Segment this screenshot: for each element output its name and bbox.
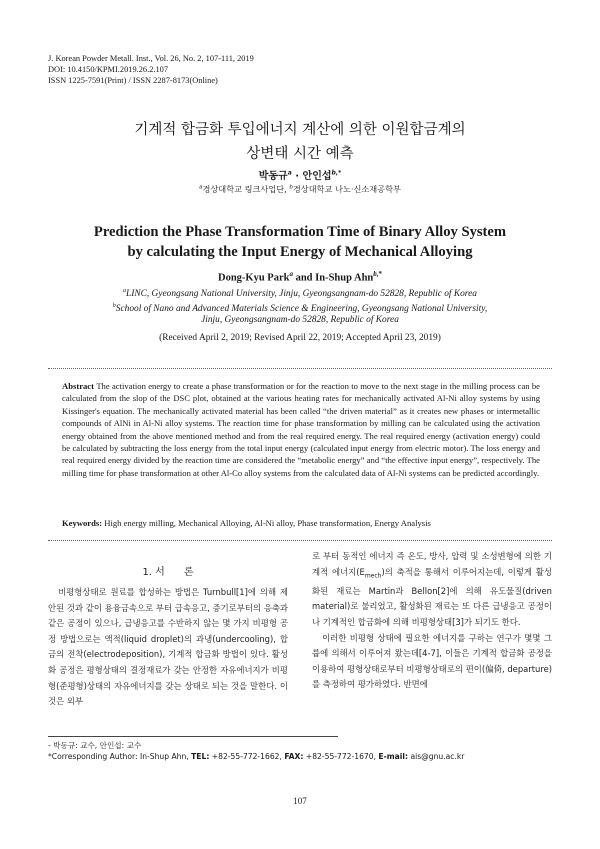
english-affil-b-line2: Jinju, Gyeongsangnam-do 52828, Republic of Korea [201, 315, 399, 326]
english-affil-a-line [40, 286, 560, 301]
footnote [48, 740, 464, 762]
journal-info [48, 54, 254, 86]
english-author2-star: * [378, 270, 382, 278]
intro-right-1b: )의 축적을 통해서 이루어지는데, 이렇게 활성화된 재료는 Martin과 Bellon[2]에 의해 유도물질(driven material)로 불리었고, 활성화된 재료는 또 다른 급냉응고 공정이나 기계적인 합금화에 의해 비평형상태[3]가 되기도 한다. [312, 566, 552, 628]
korean-authors [0, 167, 600, 182]
korean-author-sep: · [291, 171, 303, 182]
abstract-label: Abstract [62, 381, 94, 391]
english-affil-a: LINC, Gyeongsang National University, Jinju, Gyeongsangnam-do 52828, Republic of Korea [126, 289, 477, 300]
korean-affiliations [0, 184, 600, 195]
korean-affil-b-sup: b [289, 184, 293, 191]
korean-author1-sup: a [287, 169, 292, 177]
keywords-text: High energy milling, Mechanical Alloying, Al-Ni alloy, Phase transformation, Energy Analysis [102, 518, 431, 528]
english-authors [0, 270, 600, 284]
intro-right-1-sub: mech [364, 572, 382, 580]
footnote-corresponding [48, 751, 464, 762]
footnote-rule [48, 736, 338, 737]
korean-author2: 안인섭 [302, 171, 332, 182]
korean-title [0, 118, 600, 166]
korean-affil-b: 경상대학교 나노·신소재공학부 [292, 184, 401, 194]
korean-affil-a: 경상대학교 링크사업단, [202, 184, 290, 194]
section-heading-introduction: 1. 서 론 [142, 567, 194, 578]
intro-paragraph-right-2: 이러한 비평형 상태에 필요한 에너지를 구하는 연구가 몇몇 그룹에 의해서 이루어져 왔는데[4-7], 이들은 기계적 합금화 공정을 이용하여 평형상태로부터 비평형상태로의 편이(偏倚, departure)를 측정하여 평가하였다. 반면에 [312, 632, 552, 690]
page-number: 107 [293, 796, 307, 806]
english-author-join: and [292, 272, 316, 284]
left-column [48, 585, 288, 710]
korean-title-line1: 기계적 합금화 투입에너지 계산에 의한 이원합금계의 [134, 122, 466, 138]
english-affil-b-sup: b [112, 302, 116, 309]
english-author2: In-Shup Ahn [315, 272, 374, 284]
footnote-corresponding-text: *Corresponding Author: In-Shup Ahn, [48, 752, 192, 761]
korean-title-line2: 상변태 시간 예측 [246, 146, 354, 162]
abstract-top-rule [48, 368, 552, 369]
received-dates: (Received April 2, 2019; Revised April 22, 2019; Accepted April 23, 2019) [159, 333, 441, 343]
english-author1: Dong-Kyu Park [218, 272, 290, 284]
footnote-email: ais@gnu.ac.kr [408, 752, 465, 761]
english-affil-a-sup: a [123, 288, 127, 294]
right-column [312, 549, 552, 693]
english-title [0, 222, 600, 262]
abstract-bottom-rule [48, 540, 552, 541]
keywords-label: Keywords: [62, 518, 103, 528]
journal-doi: DOI: 10.4150/KPMI.2019.26.2.107 [48, 64, 169, 74]
intro-right-1a: 로 부터 동적인 에너지 즉 온도, 방사, 압력 및 소성변형에 의한 기계적 에너지(E [312, 551, 552, 577]
korean-author2-sup: b,* [331, 169, 342, 177]
english-author2-sup-wrap [373, 270, 382, 278]
footnote-tel-label: TEL: [191, 752, 210, 761]
intro-paragraph-left: 비평형상태로 원료를 합성하는 방법은 Turnbull[1]에 의해 제안된 것과 같이 용융금속으로 부터 급속응고, 증기로부터의 응축과 같은 공정이 있으나, 급냉응고를 수반하지 않는 몇 가지 비평형 공정 방법으로는 액적(liquid droplet)의 과냉(undercooling), 합금의 전착(electrodeposition), 기계적 합금화 방법이 있다. 활성화 공정은 평형상태의 결정재료가 갖는 안정한 자유에너지가 비평형(준평형)상태의 자유에너지를 갖는 상태로 되는 것을 말한다. 이것은 외부 [48, 587, 288, 707]
abstract-text: The activation energy to create a phase transformation or for the reaction to move to the next stage in the milling process can be calculated from the slop of the DSC plot, obtained at the various heating rates for mechanically activated Al-Ni alloy systems by using Kissinger's equation. The mechanically activated material has been called “the driven material” as it creates new phases or intermetallic compounds of AlNi in Al-Ni alloy systems. The reaction time for phase transformation by milling can be calculated using the activation energy obtained from the above mentioned method and from the real required energy. The real required energy (activation energy) could be calculated by subtracting the loss energy from the total input energy (calculated input energy from electric motor). The loss energy and real required energy divided by the reaction time are considered the “metabolic energy” and “the effective input energy”, respectively. The milling time for phase transformation at other Al-Co alloy systems from the calculated data of Al-Ni systems can be predicted accordingly. [62, 381, 540, 478]
korean-author1: 박동규 [258, 171, 288, 182]
footnote-tel: +82-55-772-1662, [209, 752, 285, 761]
journal-citation: J. Korean Powder Metall. Inst., Vol. 26, No. 2, 107-111, 2019 [48, 54, 254, 63]
english-author1-sup: a [289, 270, 293, 278]
footnote-fax: +82-55-772-1670, [303, 752, 379, 761]
english-affiliations [40, 286, 560, 327]
footnote-authors: - 박동규: 교수, 안인섭: 교수 [48, 741, 142, 750]
english-title-line1: Prediction the Phase Transformation Time of Binary Alloy System [93, 224, 507, 240]
keywords [62, 518, 540, 528]
intro-paragraph-right-1 [312, 549, 552, 631]
abstract [62, 380, 540, 479]
footnote-email-label: E-mail: [378, 752, 409, 761]
english-affil-b-line1 [40, 301, 560, 316]
footnote-fax-label: FAX: [284, 752, 304, 761]
korean-affil-a-sup: a [199, 184, 203, 191]
journal-issn: ISSN 1225-7591(Print) / ISSN 2287-8173(Online) [48, 75, 218, 85]
english-title-line2: by calculating the Input Energy of Mechanical Alloying [127, 244, 473, 260]
english-affil-b: School of Nano and Advanced Materials Science & Engineering, Gyeongsang National University, [115, 303, 488, 314]
english-author2-sup: b, [373, 270, 379, 278]
